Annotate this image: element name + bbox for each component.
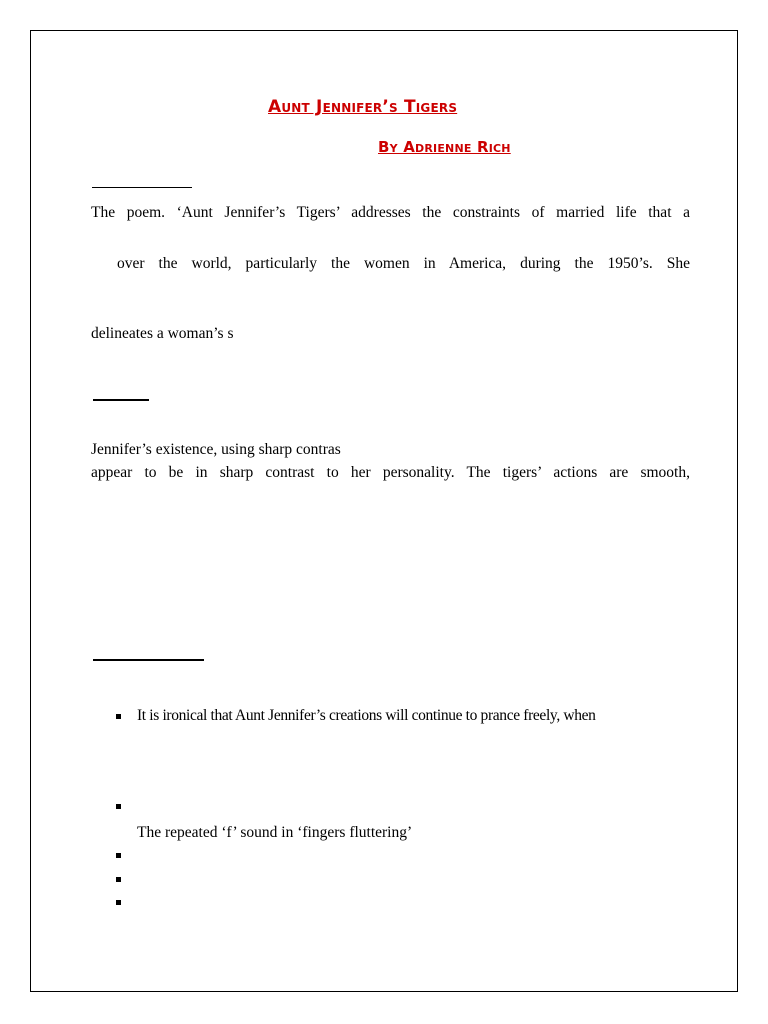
paragraph-1-line-1: The poem. ‘Aunt Jennifer’s Tigers’ addresses the constraints of married life that a — [91, 204, 690, 221]
document-author: By Adrienne Rich — [378, 138, 511, 156]
heading-rule-2 — [93, 399, 149, 401]
bullet-marker-2 — [116, 804, 121, 809]
paragraph-2-line-1: Jennifer’s existence, using sharp contras — [91, 441, 341, 458]
bullet-marker-3 — [116, 853, 121, 858]
heading-rule-1 — [92, 187, 192, 188]
bullet-marker-1 — [116, 714, 121, 719]
heading-rule-3 — [93, 659, 204, 661]
bullet-item-2: The repeated ‘f’ sound in ‘fingers fluttering’ — [137, 824, 413, 841]
paragraph-2-line-2: appear to be in sharp contrast to her personality. The tigers’ actions are smooth, — [91, 464, 690, 481]
bullet-marker-4 — [116, 877, 121, 882]
paragraph-1-line-2: over the world, particularly the women in America, during the 1950’s. She — [117, 255, 690, 272]
bullet-item-1: It is ironical that Aunt Jennifer’s creations will continue to prance freely, when — [137, 707, 596, 724]
document-page — [30, 30, 738, 992]
paragraph-1-line-3: delineates a woman’s s — [91, 325, 234, 342]
bullet-marker-5 — [116, 900, 121, 905]
document-title: Aunt Jennifer’s Tigers — [268, 97, 458, 117]
